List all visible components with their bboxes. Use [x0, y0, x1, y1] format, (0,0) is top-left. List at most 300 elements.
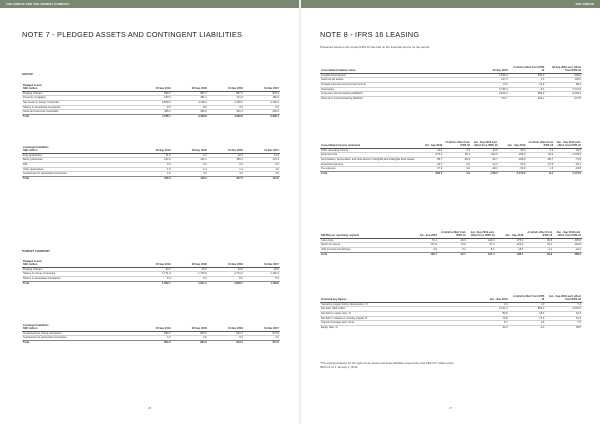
cell-value: 182.3 — [244, 96, 280, 101]
cell-value: 43.0 — [554, 148, 582, 153]
cell-value: 9.3 — [472, 302, 509, 307]
pledged-assets-parent-table — [22, 260, 280, 285]
column-header: 30 Sep 2019 — [472, 66, 509, 73]
row-label: Shares in Group companies — [22, 272, 136, 277]
cell-value: 12.9 — [416, 148, 444, 153]
page-number-right: 27 — [449, 406, 453, 410]
column-header: 31 Dec 2017 — [244, 84, 280, 91]
cell-value: 97.4 — [467, 243, 496, 248]
leasing-footnote: *The opening balance for the right-of-use assets and lease liabilities respectively was SEK 647 million under IFRS 16 on 1 January 1, 2019 — [320, 361, 454, 369]
cell-value: 3,191.6 — [472, 307, 509, 312]
cell-value: -373.5 — [416, 153, 444, 158]
total-value: 864.0 — [172, 340, 208, 344]
column-header: 31 Dec 2018 — [208, 324, 244, 331]
table-unit-text: SEK million — [23, 327, 38, 330]
cell-value: -4.9 — [409, 247, 438, 252]
cell-value: -4.3 — [509, 325, 546, 329]
cell-value: 127.9 — [409, 243, 438, 248]
cell-value: 0.0 — [208, 162, 244, 167]
column-header: of which effect from IFRS 16 — [443, 141, 471, 148]
cell-value: 0.1 — [438, 247, 467, 252]
row-label: Floating charges — [22, 267, 136, 272]
cell-value: -4.9 — [443, 162, 471, 167]
cell-value: 8.5 — [136, 105, 172, 110]
column-header: 30 Sep 2019 — [136, 324, 172, 331]
column-header: Jan - Sep 2019 excl. effect from IFRS 16 — [553, 231, 582, 238]
cell-value: 930.0 — [509, 73, 546, 78]
column-header: Jul - Sep 2019 — [416, 141, 444, 148]
table-title — [320, 295, 472, 302]
cell-value: 101.3 — [244, 158, 280, 163]
total-label: Total — [320, 252, 409, 256]
cell-value: 890.0 — [136, 91, 172, 96]
total-label: Total — [22, 176, 136, 180]
cell-value: -14.4 — [471, 162, 499, 167]
row-label: Net debt to equity ratio, % — [320, 311, 472, 316]
cell-value: 137.3 — [472, 78, 509, 83]
total-value: -278.3 — [471, 171, 499, 175]
total-value: 118.3 — [172, 176, 208, 180]
table-title-text: Pledged assets — [23, 84, 42, 87]
column-header: of which effect from IFRS 16 — [526, 141, 554, 148]
total-value: 205.2 — [136, 176, 172, 180]
cell-value: 3,569.9 — [136, 100, 172, 105]
column-header: Jan - Sep 2019 — [496, 231, 525, 238]
cell-value: 890.0 — [509, 307, 546, 312]
total-label: Total — [22, 281, 136, 285]
table-title — [320, 231, 409, 238]
cell-value: 0.0 — [244, 105, 280, 110]
total-value: -1,179.0 — [499, 171, 527, 175]
cell-value: 1.0 — [244, 167, 280, 172]
table-title-text: Consolidated balance sheet — [321, 69, 356, 72]
row-label: External costs — [320, 153, 416, 158]
column-header: of which effect from IFRS 16 — [509, 66, 546, 73]
cell-value: 2,601.6 — [545, 307, 582, 312]
balance-sheet-table — [320, 66, 582, 100]
cell-value: -50.9 — [443, 157, 471, 162]
cell-value: 10.0 — [208, 153, 244, 158]
column-header: of which effect from IFRS 16 — [509, 295, 546, 302]
column-header: of which effect from IFRS 16 — [438, 231, 467, 238]
cell-value: 215.5 — [553, 238, 582, 243]
total-value: 671.0 — [244, 340, 280, 344]
total-value: -8.1 — [526, 171, 554, 175]
cell-value: 82.8 — [472, 311, 509, 316]
row-label: PRI — [22, 162, 136, 167]
cell-value: 23.1 — [524, 243, 553, 248]
page-number-left: 26 — [148, 406, 152, 410]
column-header: Jul - Sep 2019 excl. effect from IFRS 16 — [467, 231, 496, 238]
total-value: 1,190.6 — [244, 281, 280, 285]
table-header-row — [320, 295, 582, 302]
cell-value: -945.0 — [499, 153, 527, 158]
cell-value: 0.0 — [244, 336, 280, 341]
column-header: Jul - Sep 2019 — [409, 231, 438, 238]
cell-value: 887.3 — [208, 91, 244, 96]
cell-value: 2,048.3 — [545, 92, 582, 97]
cell-value: 8.3 — [172, 276, 208, 281]
table-header-row — [22, 260, 280, 267]
total-value: 893.3 — [136, 340, 172, 344]
cell-value: 11.6 — [136, 153, 172, 158]
cell-value: 146.3 — [467, 238, 496, 243]
total-value: 1,859.7 — [136, 281, 172, 285]
table-unit-text: SEK million — [23, 263, 38, 266]
column-header: Jan - Sep 2019 — [499, 141, 527, 148]
column-header: 30 Sep 2018 — [172, 324, 208, 331]
cell-value: 887.3 — [172, 91, 208, 96]
total-label: Total — [22, 114, 136, 118]
table-title — [320, 66, 472, 73]
cell-value: -1.8 — [509, 321, 546, 326]
header-left-text: THE GROUP AND THE PARENT COMPANY — [6, 2, 70, 6]
row-label: Corp costs — [320, 238, 409, 243]
total-row — [22, 281, 280, 285]
header-right-text: THE GROUP — [575, 2, 594, 6]
table-header-row — [320, 66, 582, 73]
cell-value: -18.2 — [496, 247, 525, 252]
cell-value: 3,741.5 — [545, 87, 582, 92]
total-value: 4,308.3 — [208, 114, 244, 118]
total-value: 121.0 — [244, 176, 280, 180]
note8-heading: NOTE 8 - IFRS 16 LEASING — [320, 30, 420, 39]
cell-value: -52.9 — [499, 162, 527, 167]
cell-value: 1,733.9 — [172, 272, 208, 277]
note7-heading: NOTE 7 - PLEDGED ASSETS AND CONTINGENT LIABILITIES — [22, 30, 243, 39]
table-header-row — [22, 146, 280, 153]
total-value: 1,811.3 — [172, 281, 208, 285]
row-label: Short-term interest-bearing liabilities* — [320, 96, 472, 100]
column-header: 30 Sep 2018 — [172, 146, 208, 153]
cell-value: 893.3 — [136, 331, 172, 336]
cell-value: -13.9 — [526, 162, 554, 167]
table-title-text: Consolidated income statement — [321, 144, 361, 147]
row-label: Other guarantees — [22, 167, 136, 172]
total-value: 389.2 — [553, 252, 582, 256]
cell-value: 18.4 — [509, 311, 546, 316]
column-header: of which effect from IFRS 16 — [524, 231, 553, 238]
cell-value: 271.5 — [545, 96, 582, 100]
total-value: 4,309.8 — [172, 114, 208, 118]
cell-value: 0.3 — [443, 148, 471, 153]
group-label: GROUP — [22, 72, 34, 76]
cell-value: 193.9 — [496, 243, 525, 248]
cell-value: 864.0 — [172, 331, 208, 336]
cell-value: -33.9 — [499, 167, 527, 172]
row-label: Total equity — [320, 87, 472, 92]
contingent-liabilities-parent-table — [22, 324, 280, 345]
ebitda-segment-table — [320, 231, 582, 256]
cell-value: 1.3 — [509, 78, 546, 83]
cell-value: 3.0 — [208, 105, 244, 110]
cell-value: 20.0 — [208, 267, 244, 272]
cell-value: 605.6 — [545, 73, 582, 78]
row-label: Stock and accounts receivable — [22, 110, 136, 115]
row-label: Sports & Leisure — [320, 243, 409, 248]
total-value: 4,786.1 — [136, 114, 172, 118]
cell-value: 15.8 — [438, 243, 467, 248]
cell-value: 61.3 — [545, 316, 582, 321]
total-label: Total — [22, 340, 136, 344]
right-page — [301, 8, 600, 424]
cell-value: 136.0 — [545, 78, 582, 83]
row-label: Tax expense — [320, 167, 416, 172]
table-title — [22, 146, 136, 153]
cell-value: -16.9 — [509, 82, 546, 87]
cell-value: -19.3 — [416, 162, 444, 167]
table-header-row — [22, 324, 280, 331]
column-header: Jan - Sep 2019 excl. effect from IFRS 16 — [554, 141, 582, 148]
cell-value: 4.0 — [172, 172, 208, 177]
pledged-assets-group-table — [22, 84, 280, 118]
cell-value: 1,152.3 — [244, 272, 280, 277]
column-header: Jan - Sep 2019 excl. effect from IFRS 16 — [545, 295, 582, 302]
cell-value: -17.4 — [416, 167, 444, 172]
row-label: Guarantees for associated companies — [22, 336, 136, 341]
cell-value: 435.1 — [136, 110, 172, 115]
cell-value: 4.0 — [136, 172, 172, 177]
income-statement-table — [320, 141, 582, 175]
cell-value: 34.3 — [472, 325, 509, 329]
column-header: 30 Sep 2019 — [136, 84, 172, 91]
cell-value: 14.3 — [244, 153, 280, 158]
cell-value: 0.0 — [172, 162, 208, 167]
cell-value: 4.0 — [136, 336, 172, 341]
column-header: 31 Dec 2018 — [208, 84, 244, 91]
row-label: Gifts & Home Furnishings — [320, 247, 409, 252]
cell-value: 3,736.3 — [472, 87, 509, 92]
cell-value: 9.4 — [172, 153, 208, 158]
total-value: 3,380.7 — [244, 114, 280, 118]
cell-value: 38.5 — [545, 325, 582, 329]
row-label: Other operating income — [320, 148, 416, 153]
cell-value: 12.6 — [471, 148, 499, 153]
row-label: Financial expenses — [320, 162, 416, 167]
cell-value: 171.9 — [208, 96, 244, 101]
table-row — [320, 325, 582, 329]
cell-value: 671.0 — [244, 331, 280, 336]
table-title-text: Pledged assets — [23, 260, 42, 263]
row-label: Tangible fixed assets* — [320, 73, 472, 78]
total-value: 161.4 — [467, 252, 496, 256]
table-row — [320, 96, 582, 100]
total-value: 32.1 — [438, 252, 467, 256]
cell-value: 275.3 — [496, 238, 525, 243]
row-label: Shares in associated companies — [22, 276, 136, 281]
total-label: Total — [320, 171, 416, 175]
row-label: Long-term interest-bearing liabilities* — [320, 92, 472, 97]
contingent-liabilities-group-table — [22, 146, 280, 180]
cell-value: 8.3 — [136, 276, 172, 281]
cell-value: 8.3 — [244, 276, 280, 281]
cell-value: -5.1 — [467, 247, 496, 252]
table-title — [320, 141, 416, 148]
table-title-text: EBITDA per operating segment — [321, 234, 360, 237]
cell-value: -333.5 — [471, 153, 499, 158]
cell-value: 0.0 — [136, 162, 172, 167]
cell-value: 101.0 — [172, 158, 208, 163]
cell-value: -18.1 — [471, 167, 499, 172]
cell-value: 1.6 — [136, 167, 172, 172]
key-figures-table — [320, 295, 582, 329]
column-header: 30 Sep 2019 — [136, 146, 172, 153]
cell-value: 842.3 — [244, 91, 280, 96]
column-header: 31 Dec 2018 — [208, 146, 244, 153]
cell-value: 4.0 — [244, 172, 280, 177]
header-bar-left — [0, 0, 299, 8]
total-value: 195.7 — [409, 252, 438, 256]
cell-value: -85.7 — [526, 157, 554, 162]
cell-value: -44.8 — [554, 167, 582, 172]
cell-value: 8.5 — [172, 105, 208, 110]
cell-value: 1.9 — [509, 302, 546, 307]
total-value: -1,174.2 — [554, 171, 582, 175]
cell-value: 20.0 — [172, 267, 208, 272]
cell-value: 20.0 — [244, 267, 280, 272]
total-value: -1.9 — [443, 171, 471, 175]
header-bar-right — [301, 0, 600, 8]
total-value: 943.1 — [208, 340, 244, 344]
cell-value: 181.1 — [172, 96, 208, 101]
cell-value: 7.5 — [545, 321, 582, 326]
column-header: 30 Sep 2019 excl. effect from IFRS 16 — [545, 66, 582, 73]
cell-value: 0.0 — [172, 336, 208, 341]
cell-value: -95.7 — [416, 157, 444, 162]
cell-value: 4.0 — [208, 172, 244, 177]
row-label: Operating margin before depreciation, % — [320, 302, 472, 307]
cell-value: 89.4 — [545, 82, 582, 87]
total-row — [22, 176, 280, 180]
cell-value: 686.9 — [509, 92, 546, 97]
cell-value: 55.1 — [443, 153, 471, 158]
cell-value: 0.0 — [208, 336, 244, 341]
cell-value: 1.3 — [526, 167, 554, 172]
cell-value: 943.1 — [208, 331, 244, 336]
cell-value: 1.4 — [208, 167, 244, 172]
column-header: 30 Sep 2018 — [172, 260, 208, 267]
row-label: Net debt, SEK million — [320, 307, 472, 312]
table-title-text: Contingent liabilities — [23, 146, 49, 149]
row-label: Interest coverage ratio, times — [320, 321, 472, 326]
cell-value: 20.0 — [136, 267, 172, 272]
table-unit-text: SEK million — [23, 149, 38, 152]
row-label: Amortisation, depreciation and write-downs of tangible and intangible fixed assets — [321, 157, 415, 161]
left-page — [0, 8, 299, 424]
cell-value: 39.8 — [524, 238, 553, 243]
row-label: Guarantees for associated companies — [22, 172, 136, 177]
cell-value: 2,810.2 — [472, 92, 509, 97]
cell-value: 164.8 — [553, 243, 582, 248]
cell-value: 1,535.6 — [472, 73, 509, 78]
cell-value: 72.5 — [472, 82, 509, 87]
cell-value: 17.9 — [509, 316, 546, 321]
table-title — [22, 324, 136, 331]
cell-value: 72.4 — [409, 238, 438, 243]
total-row — [320, 171, 582, 175]
total-row — [22, 340, 280, 344]
table-title — [22, 260, 136, 267]
row-label: Equity ratio, % — [320, 325, 472, 329]
cell-value: 43.4 — [499, 148, 527, 153]
total-row — [320, 252, 582, 256]
row-label: Bank guarantees — [22, 158, 136, 163]
column-header: 31 Dec 2017 — [244, 324, 280, 331]
table-title-text: Contingent liabilities — [23, 324, 49, 327]
cell-value: 64.3 — [545, 311, 582, 316]
table-header-row — [320, 231, 582, 238]
cell-value: 8.3 — [208, 276, 244, 281]
cell-value: 363.9 — [172, 110, 208, 115]
cell-value: -21.2 — [553, 247, 582, 252]
cell-value: 203.1 — [509, 96, 546, 100]
cell-value: 1.4 — [172, 167, 208, 172]
column-header: Jan - Sep 2019 — [472, 295, 509, 302]
cell-value: -5.1 — [509, 87, 546, 92]
cell-value: -39.1 — [554, 162, 582, 167]
cell-value: 2,132.2 — [244, 100, 280, 105]
row-label: Prepaid expenses and accrued income — [320, 82, 472, 87]
column-header: 31 Dec 2017 — [244, 146, 280, 153]
cell-value: -71.8 — [554, 157, 582, 162]
column-header: 31 Dec 2017 — [244, 260, 280, 267]
cell-value: 0.1 — [524, 247, 553, 252]
table-title — [22, 84, 136, 91]
cell-value: 79.8 — [472, 316, 509, 321]
row-label: Deferred tax assets — [320, 78, 472, 83]
parent-company-label: PARENT COMPANY — [22, 249, 51, 253]
total-row — [22, 114, 280, 118]
cell-value: 0.3 — [526, 148, 554, 153]
total-value: 207.5 — [208, 176, 244, 180]
cell-value: 1,771.6 — [208, 272, 244, 277]
column-header: 30 Sep 2019 — [136, 260, 172, 267]
cell-value: 321.3 — [208, 110, 244, 115]
row-label: Floating charges — [22, 91, 136, 96]
cell-value: 263.9 — [244, 110, 280, 115]
cell-value: 474.7 — [472, 96, 509, 100]
total-value: 480.1 — [496, 252, 525, 256]
cell-value: 164.9 — [136, 158, 172, 163]
row-label: Net debt in relation to working capital, % — [320, 316, 472, 321]
cell-value: 1,771.6 — [136, 272, 172, 277]
row-label: Duty guarantees — [22, 153, 136, 158]
row-label: Property mortgages — [22, 96, 136, 101]
table-title-text: Financial key figures — [321, 298, 347, 301]
total-value: -283.2 — [416, 171, 444, 175]
cell-value: 189.1 — [208, 158, 244, 163]
row-label: Net assets in Group companies — [22, 100, 136, 105]
row-label: Shares in associated companies — [22, 105, 136, 110]
cell-value: 6.7 — [472, 321, 509, 326]
cell-value: -54.7 — [471, 157, 499, 162]
cell-value: 0.0 — [443, 167, 471, 172]
total-value: 1,859.7 — [208, 281, 244, 285]
cell-value: -189.6 — [499, 157, 527, 162]
table-header-row — [320, 141, 582, 148]
cell-value: 3,105.2 — [172, 100, 208, 105]
note8-intro: Presented below is the impact IFRS 16 has had on the financial reports for the period. — [320, 45, 430, 49]
total-value: 94.9 — [524, 252, 553, 256]
table-unit-text: SEK million — [23, 87, 38, 90]
cell-value: -1,045.9 — [554, 153, 582, 158]
column-header: Jul - Sep 2019 excl. effect from IFRS 16 — [471, 141, 499, 148]
cell-value: 0.0 — [244, 162, 280, 167]
column-header: 30 Sep 2018 — [172, 84, 208, 91]
cell-value: 7.4 — [545, 302, 582, 307]
row-label: Guarantees for Group companies — [22, 331, 136, 336]
column-header: 31 Dec 2018 — [208, 260, 244, 267]
